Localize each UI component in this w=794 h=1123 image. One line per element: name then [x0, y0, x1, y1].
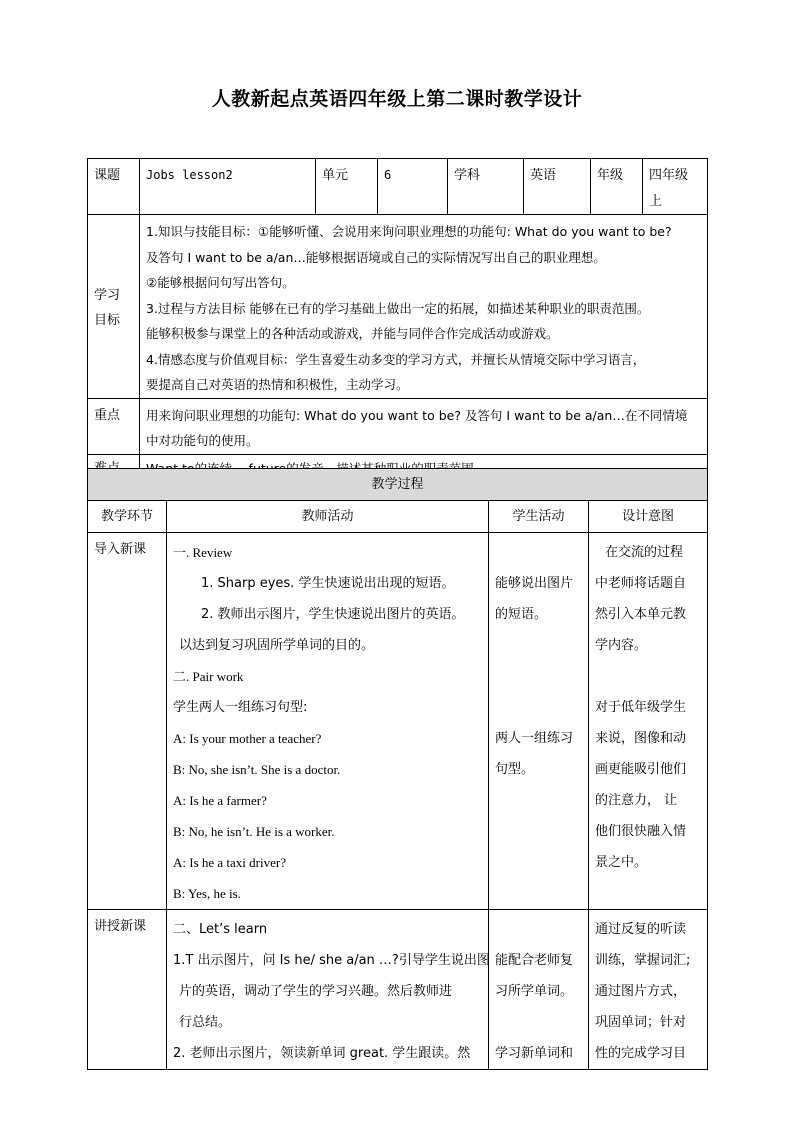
student-line: 习所学单词。 — [495, 984, 574, 999]
teacher-activity-new — [167, 910, 489, 1070]
student-line: 两人一组练习 — [495, 731, 574, 746]
student-line: 能配合老师复 — [495, 953, 574, 968]
col-header-stage: 教学环节 — [88, 501, 167, 533]
objective-line: ②能够根据问句写出答句。 — [146, 275, 295, 290]
topic-value: Jobs lesson2 — [140, 159, 316, 215]
page-title: 人教新起点英语四年级上第二课时教学设计 — [211, 88, 583, 110]
col-header-intent: 设计意图 — [589, 501, 708, 533]
objective-line: 及答句 I want to be a/an…能够根据语境或自己的实际情况写出自己的职业理想。 — [146, 249, 606, 265]
teacher-line: 片的英语，调动了学生的学习兴趣。然后教师进 — [179, 984, 453, 999]
grade-value-line2: 上 — [649, 193, 663, 209]
grade-value-line1: 四年级 — [649, 168, 689, 183]
teacher-line: 行总结。 — [179, 1015, 232, 1030]
teacher-line: 二、Let’s learn — [173, 922, 268, 937]
intent-line: 巩固单词；针对 — [595, 1015, 687, 1030]
objective-line: 要提高自己对英语的热情和积极性，主动学习。 — [146, 377, 409, 392]
key-points-content — [140, 398, 708, 454]
lesson-info-table — [87, 158, 708, 482]
student-activity-intro — [489, 533, 589, 910]
stage-intro: 导入新课 — [88, 533, 167, 910]
intent-line: 对于低年级学生 — [595, 700, 687, 715]
intent-line: 通过反复的听读 — [595, 922, 687, 937]
key-points-label: 重点 — [88, 398, 140, 454]
objectives-label — [88, 215, 140, 399]
col-header-student: 学生活动 — [489, 501, 589, 533]
intent-intro — [589, 533, 708, 910]
dialogue-line: A: Is your mother a teacher? — [173, 731, 322, 746]
unit-label: 单元 — [316, 159, 378, 215]
intent-line: 画更能吸引他们 — [595, 762, 687, 777]
review-item-cont: 以达到复习巩固所学单词的目的。 — [179, 638, 375, 653]
intent-line: 学内容。 — [595, 638, 648, 653]
teacher-line: 1.T 出示图片，问 Is he/ she a/an …?引导学生说出图 — [173, 953, 490, 968]
dialogue-line: A: Is he a taxi driver? — [173, 855, 286, 870]
student-line: 的短语。 — [495, 607, 548, 622]
student-line: 学习新单词和 — [495, 1046, 574, 1061]
student-activity-new — [489, 910, 589, 1070]
topic-label: 课题 — [88, 159, 140, 215]
intent-line: 性的完成学习目 — [595, 1046, 687, 1061]
review-item: 1. Sharp eyes. 学生快速说出出现的短语。 — [201, 576, 455, 591]
student-line: 能够说出图片 — [495, 576, 574, 591]
intent-new — [589, 910, 708, 1070]
grade-value — [643, 159, 708, 215]
review-title: 一. Review — [173, 545, 233, 560]
objectives-label-line1: 学习 — [94, 287, 121, 303]
dialogue-line: B: No, she isn’t. She is a doctor. — [173, 762, 341, 777]
subject-label: 学科 — [448, 159, 524, 215]
intent-line: 然引入本单元教 — [595, 607, 687, 622]
key-point-line: 中对功能句的使用。 — [146, 433, 259, 448]
pair-work-title: 二. Pair work — [173, 669, 244, 684]
intent-line: 中老师将话题自 — [595, 576, 687, 591]
pair-work-desc: 学生两人一组练习句型: — [173, 700, 308, 715]
teaching-process-table — [87, 468, 708, 1070]
intent-line: 景之中。 — [595, 855, 648, 870]
intent-line: 他们很快融入情 — [595, 824, 687, 839]
intent-line: 来说，图像和动 — [595, 731, 687, 746]
objective-line: 4.情感态度与价值观目标：学生喜爱生动多变的学习方式，并擅长从情境交际中学习语言， — [146, 351, 646, 367]
col-header-teacher: 教师活动 — [167, 501, 489, 533]
stage-new: 讲授新课 — [88, 910, 167, 1070]
intent-line: 在交流的过程 — [605, 545, 684, 560]
objectives-content — [140, 215, 708, 399]
intent-line: 通过图片方式， — [595, 984, 687, 999]
grade-label: 年级 — [591, 159, 643, 215]
subject-value: 英语 — [524, 159, 591, 215]
dialogue-line: B: No, he isn’t. He is a worker. — [173, 824, 335, 839]
objective-line: 1.知识与技能目标：①能够听懂、会说用来询问职业理想的功能句: What do you want to be? — [146, 224, 672, 239]
intent-line: 的注意力， 让 — [595, 793, 678, 808]
dialogue-line: B: Yes, he is. — [173, 886, 241, 901]
objectives-label-line2: 目标 — [94, 313, 121, 329]
review-item: 2. 教师出示图片，学生快速说出图片的英语。 — [201, 607, 465, 622]
process-header: 教学过程 — [88, 469, 708, 501]
student-line: 句型。 — [495, 762, 535, 777]
key-point-line: 用来询问职业理想的功能句: What do you want to be? 及答句 I want to be a/an…在不同情境 — [146, 407, 688, 423]
objective-line: 能够积极参与课堂上的各种活动或游戏，并能与同伴合作完成活动或游戏。 — [146, 326, 559, 341]
objective-line: 3.过程与方法目标 能够在已有的学习基础上做出一定的拓展，如描述某种职业的职责范围。 — [146, 300, 650, 316]
intent-line: 训练，掌握词汇; — [595, 953, 691, 968]
dialogue-line: A: Is he a farmer? — [173, 793, 267, 808]
teacher-activity-intro — [167, 533, 489, 910]
teacher-line: 2. 老师出示图片，领读新单词 great. 学生跟读。然 — [173, 1046, 471, 1061]
unit-value: 6 — [378, 159, 448, 215]
